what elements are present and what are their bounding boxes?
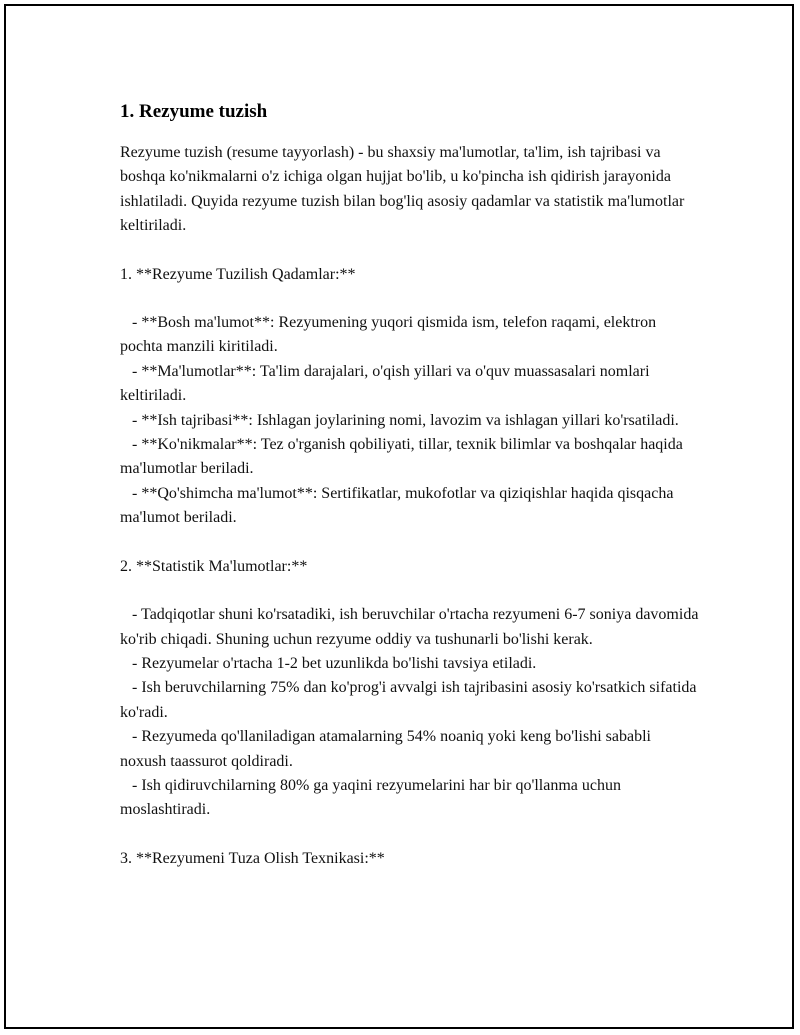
list-item: - Ish qidiruvchilarning 80% ga yaqini rezyumelarini har bir qo'llanma uchun moslashtiradi. (120, 776, 625, 819)
section-heading-2: 2. **Statistik Ma'lumotlar:** (120, 557, 308, 575)
intro-paragraph: Rezyume tuzish (resume tayyorlash) - bu shaxsiy ma'lumotlar, ta'lim, ish tajribasi va boshqa ko'nikmalarni o'z ichiga olgan hujjat bo'lib, u ko'pincha ish qidirish jarayonida ishlatiladi. Quyida rezyume tuzish bilan bog'liq asosiy qadamlar va statistik ma'lumotlar keltiriladi. (120, 144, 689, 235)
list-item: - **Qo'shimcha ma'lumot**: Sertifikatlar, mukofotlar va qiziqishlar haqida qisqacha ma'lumot beriladi. (120, 484, 678, 527)
list-item: - **Ish tajribasi**: Ishlagan joylarining nomi, lavozim va ishlagan yillari ko'rsatiladi. (120, 411, 679, 429)
list-item: - **Ma'lumotlar**: Ta'lim darajalari, o'qish yillari va o'quv muassasalari nomlari keltiriladi. (120, 362, 654, 405)
list-item: - Rezyumeda qo'llaniladigan atamalarning 54% noaniq yoki keng bo'lishi sababli noxush taassurot qoldiradi. (120, 728, 655, 770)
document-page (4, 4, 794, 1029)
list-item: - Rezyumelar o'rtacha 1-2 bet uzunlikda bo'lishi tavsiya etiladi. (120, 654, 537, 672)
list-item: - **Ko'nikmalar**: Tez o'rganish qobiliyati, tillar, texnik bilimlar va boshqalar haqida ma'lumotlar beriladi. (120, 436, 687, 478)
list-item: - Ish beruvchilarning 75% dan ko'prog'i avvalgi ish tajribasini asosiy ko'rsatkich sifatida ko'radi. (120, 679, 701, 721)
section-heading-3: 3. **Rezyumeni Tuza Olish Texnikasi:** (120, 849, 385, 867)
page-title: 1. Rezyume tuzish (120, 101, 268, 122)
list-item: - Tadqiqotlar shuni ko'rsatadiki, ish beruvchilar o'rtacha rezyumeni 6-7 soniya davomida ko'rib chiqadi. Shuning uchun rezyume oddiy va tushunarli bo'lishi kerak. (120, 606, 703, 648)
list-item: - **Bosh ma'lumot**: Rezyumening yuqori qismida ism, telefon raqami, elektron pochta manzili kiritiladi. (120, 314, 661, 356)
document-body (120, 99, 703, 871)
section-heading-1: 1. **Rezyume Tuzilish Qadamlar:** (120, 265, 356, 283)
